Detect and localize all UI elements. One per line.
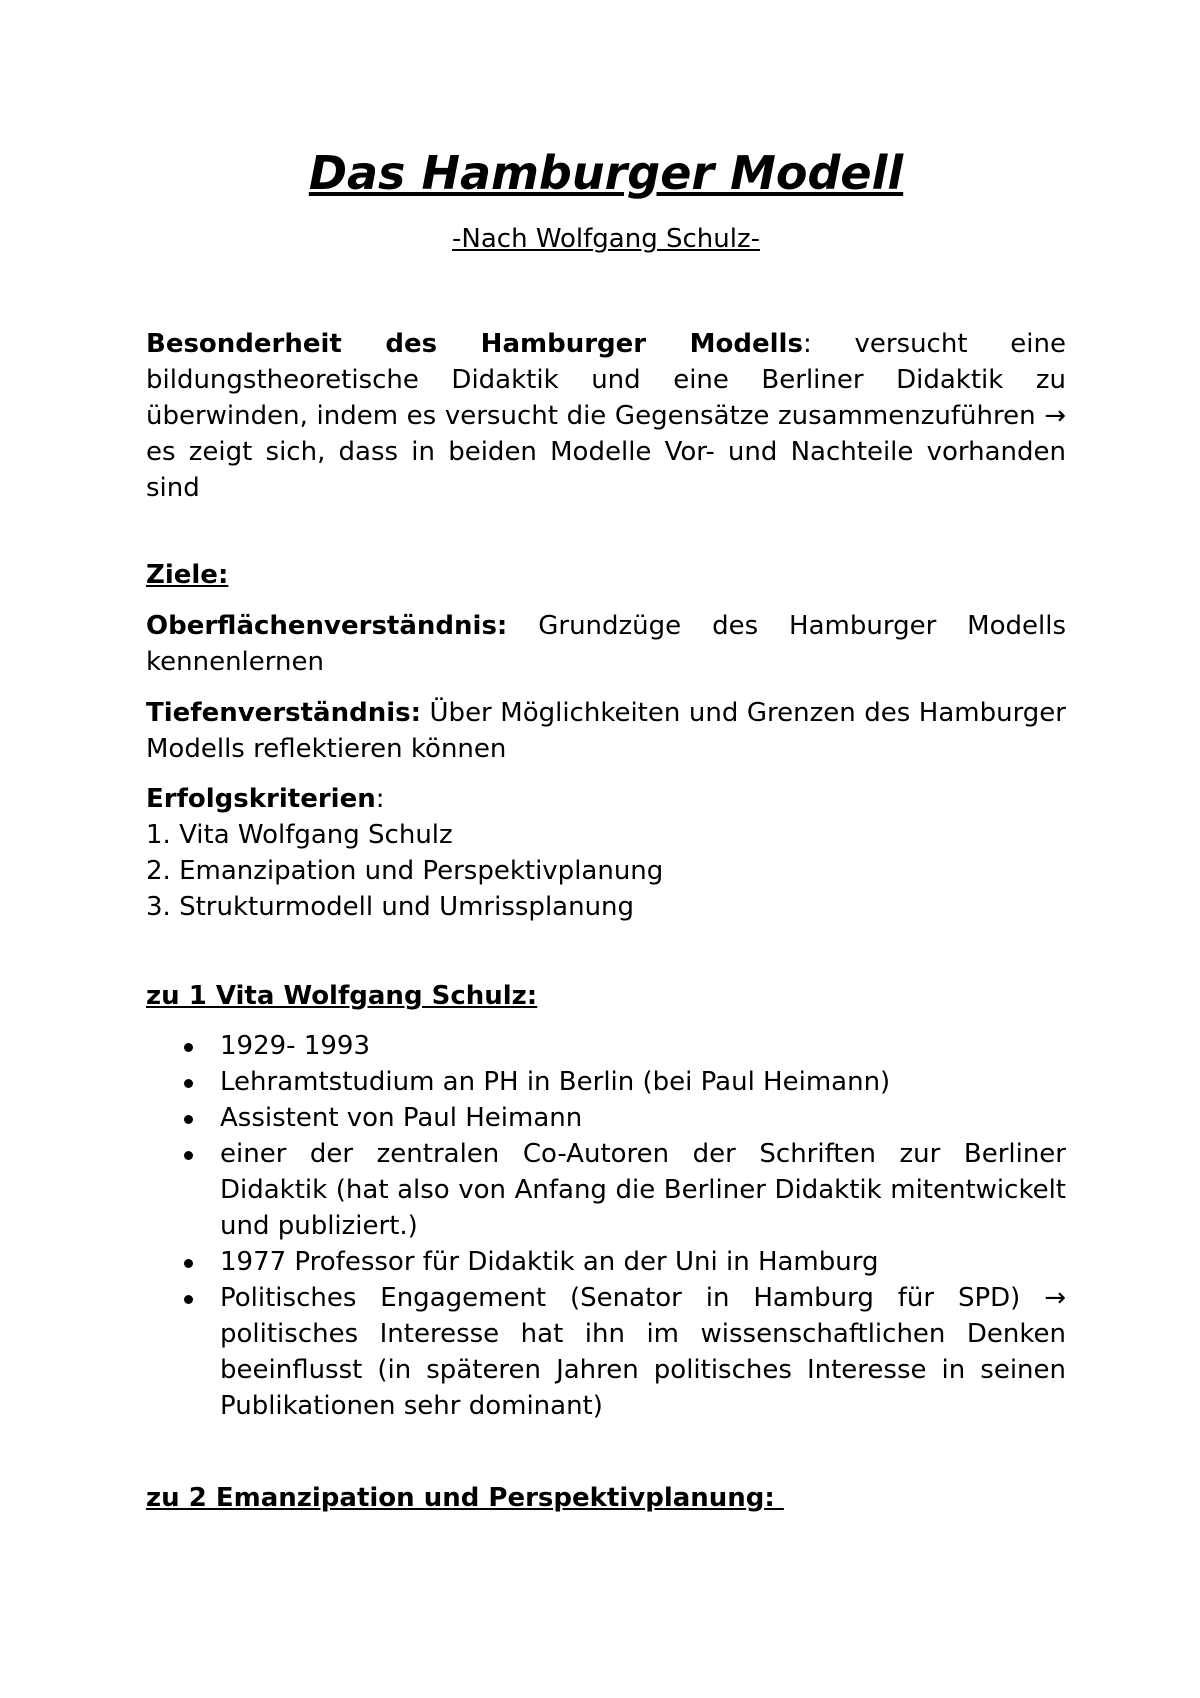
list-item — [146, 1028, 1066, 1064]
bullet-icon — [184, 1043, 193, 1052]
tiefe-label: Tiefenverständnis: — [146, 698, 422, 728]
list-item — [146, 1280, 1066, 1424]
list-item — [146, 1100, 1066, 1136]
list-item: 1. Vita Wolfgang Schulz — [146, 820, 453, 850]
tiefe-text: Über Möglichkeiten und Grenzen des Hamburger Modells reflektieren können — [146, 698, 1066, 764]
intro-paragraph — [146, 326, 1066, 506]
document-title: Das Hamburger Modell — [308, 146, 904, 200]
bullet-icon — [184, 1259, 193, 1268]
erfolg-colon: : — [375, 784, 385, 814]
list-item: 2. Emanzipation und Perspektivplanung — [146, 856, 664, 886]
list-item — [146, 1136, 1066, 1244]
bullet-text: 1929- 1993 — [220, 1031, 370, 1061]
section2-heading: zu 2 Emanzipation und Perspektivplanung: — [146, 1483, 784, 1513]
section1-heading: zu 1 Vita Wolfgang Schulz: — [146, 981, 538, 1011]
erfolg-label: Erfolgskriterien — [146, 784, 376, 814]
bullet-text: 1977 Professor für Didaktik an der Uni in Hamburg — [220, 1247, 879, 1277]
vita-bullet-list — [146, 1028, 1066, 1424]
bullet-icon — [184, 1295, 193, 1304]
intro-text: : versucht eine bildungstheoretische Didaktik und eine Berliner Didaktik zu überwinden, indem es versucht die Gegensätze zusammenzuführen → es zeigt sich, dass in beiden Modelle Vor- und Nachteile vorhanden sind — [146, 329, 1066, 503]
erfolg-label-line — [146, 781, 1066, 817]
bullet-icon — [184, 1079, 193, 1088]
oberflaeche-paragraph — [146, 608, 1066, 680]
criteria-list — [146, 817, 1066, 925]
oberflaeche-text: Grundzüge des Hamburger Modells kennenlernen — [146, 611, 1066, 677]
list-item — [146, 1244, 1066, 1280]
bullet-icon — [184, 1151, 193, 1160]
list-item: 3. Strukturmodell und Umrissplanung — [146, 892, 635, 922]
bullet-text: Assistent von Paul Heimann — [220, 1103, 583, 1133]
tiefe-paragraph — [146, 695, 1066, 767]
bullet-icon — [184, 1115, 193, 1124]
document-subtitle: -Nach Wolfgang Schulz- — [452, 224, 760, 254]
intro-label: Besonderheit des Hamburger Modells — [146, 329, 803, 359]
list-item — [146, 1064, 1066, 1100]
oberflaeche-label: Oberflächenverständnis: — [146, 611, 508, 641]
ziele-heading: Ziele: — [146, 560, 229, 590]
bullet-text: Lehramtstudium an PH in Berlin (bei Paul Heimann) — [220, 1067, 891, 1097]
bullet-text: einer der zentralen Co-Autoren der Schriften zur Berliner Didaktik (hat also von Anfang die Berliner Didaktik mitentwickelt und publiziert.) — [220, 1139, 1066, 1241]
bullet-text: Politisches Engagement (Senator in Hamburg für SPD) → politisches Interesse hat ihn im wissenschaftlichen Denken beeinflusst (in späteren Jahren politisches Interesse in seinen Publikationen sehr dominant) — [220, 1283, 1066, 1421]
